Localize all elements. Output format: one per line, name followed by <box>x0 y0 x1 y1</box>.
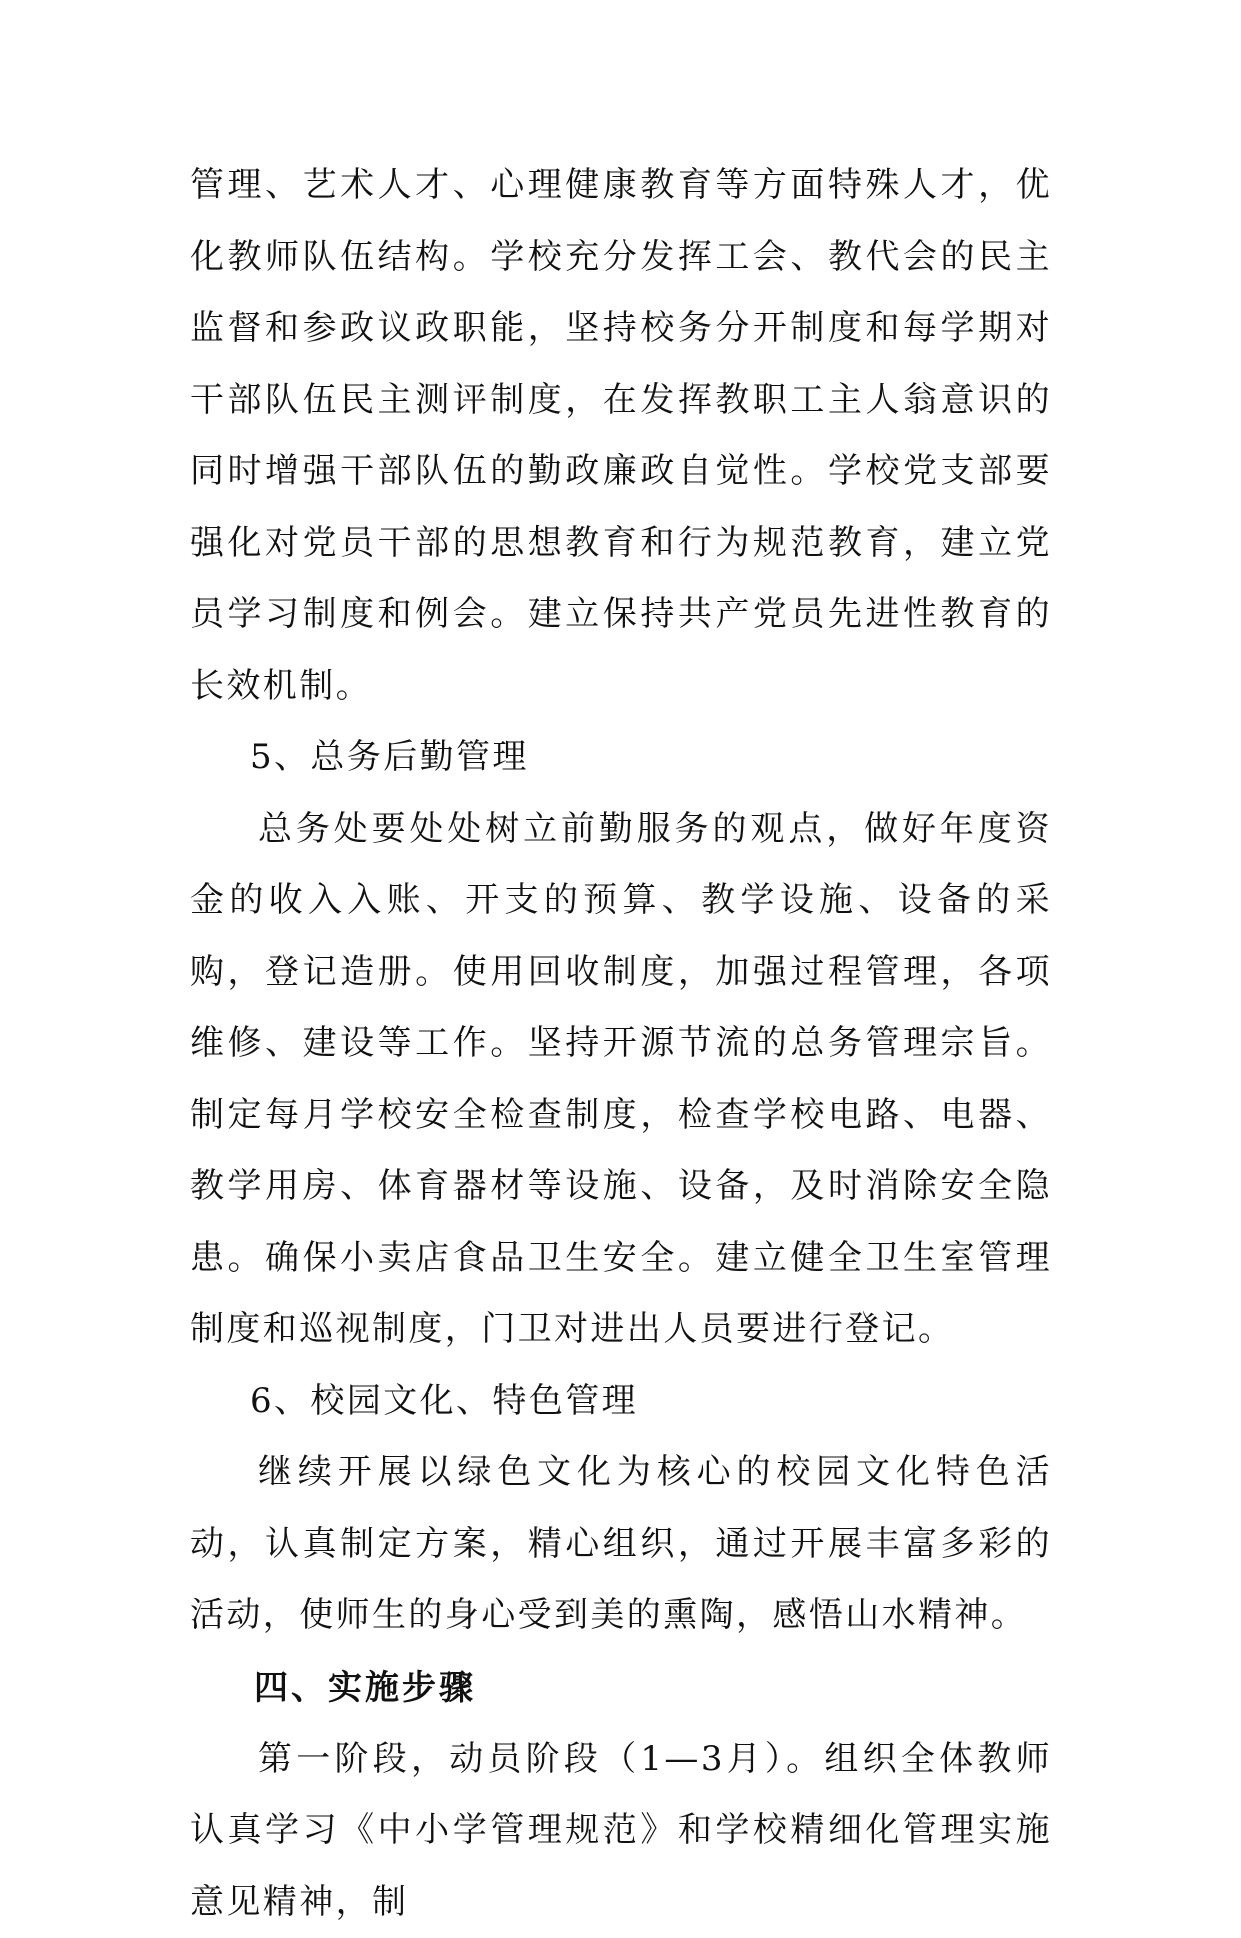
heading-campus-culture: 6、校园文化、特色管理 <box>190 1366 1052 1438</box>
section-heading-implementation-steps: 四、实施步骤 <box>190 1652 1052 1724</box>
document-page <box>190 150 1052 1938</box>
paragraph-staff-structure: 管理、艺术人才、心理健康教育等方面特殊人才，优化教师队伍结构。学校充分发挥工会、教代会的民主监督和参政议政职能，坚持校务分开制度和每学期对干部队伍民主测评制度，在发挥教职工主人翁意识的同时增强干部队伍的勤政廉政自觉性。学校党支部要强化对党员干部的思想教育和行为规范教育，建立党员学习制度和例会。建立保持共产党员先进性教育的长效机制。 <box>190 150 1052 722</box>
paragraph-campus-culture: 继续开展以绿色文化为核心的校园文化特色活动，认真制定方案，精心组织，通过开展丰富多彩的活动，使师生的身心受到美的熏陶，感悟山水精神。 <box>190 1437 1052 1652</box>
heading-logistics-management: 5、总务后勤管理 <box>190 722 1052 794</box>
paragraph-logistics: 总务处要处处树立前勤服务的观点，做好年度资金的收入入账、开支的预算、教学设施、设备的采购，登记造册。使用回收制度，加强过程管理，各项维修、建设等工作。坚持开源节流的总务管理宗旨。制定每月学校安全检查制度，检查学校电路、电器、教学用房、体育器材等设施、设备，及时消除安全隐患。确保小卖店食品卫生安全。建立健全卫生室管理制度和巡视制度，门卫对进出人员要进行登记。 <box>190 794 1052 1366</box>
paragraph-phase-one: 第一阶段，动员阶段（1—3月）。组织全体教师认真学习《中小学管理规范》和学校精细化管理实施意见精神，制 <box>190 1724 1052 1938</box>
